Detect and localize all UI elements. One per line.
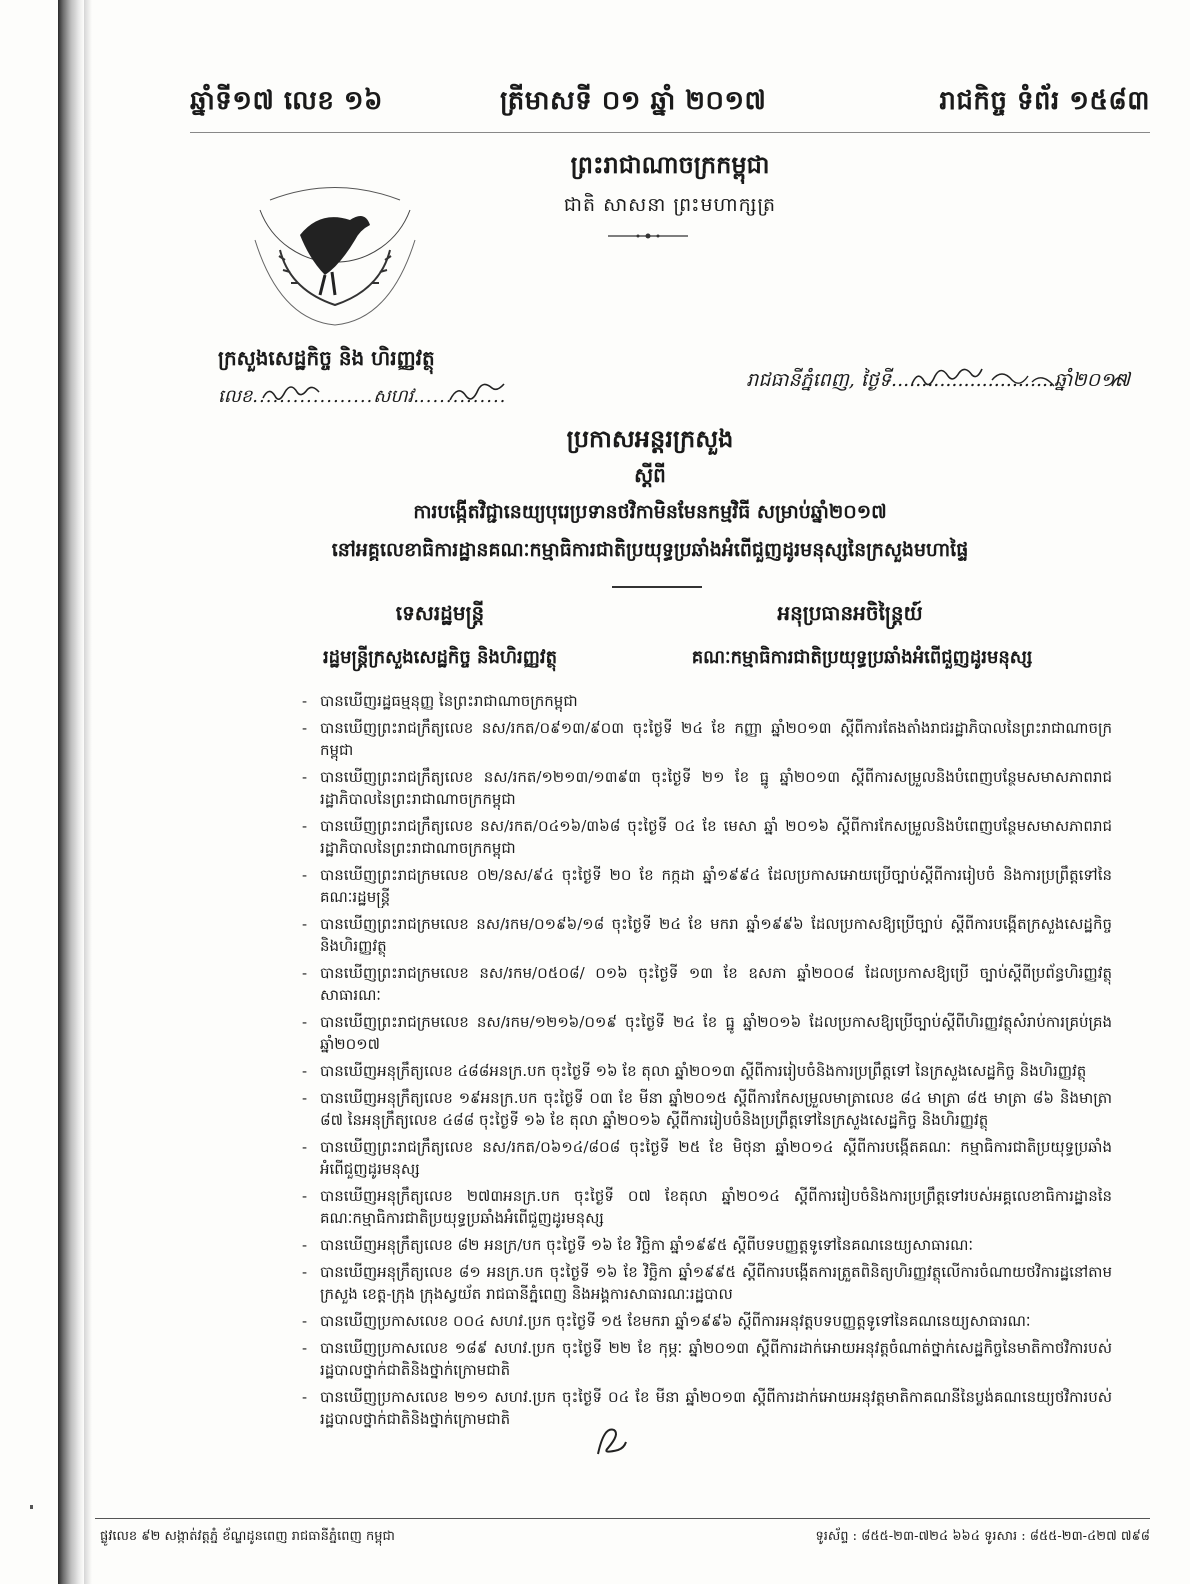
list-item: - បានឃើញព្រះរាជក្រឹត្យលេខ នស/រកត/០៤១៦/៣៦៨ ចុះថ្ងៃទី ០៤ ខែ មេសា ឆ្នាំ ២០១៦ ស្តីពីការកែសម្រួលនិងបំពេញបន្ថែមសមាសភាពរាជរដ្ឋាភិបាលនៃព្រះរាជាណាចក្រកម្ពុជា xyxy=(302,817,1112,857)
scan-speck xyxy=(30,1505,33,1509)
footer-address: ផ្លូវលេខ ៩២ សង្កាត់វត្តភ្នំ ខ័ណ្ឌដូនពេញ រាជធានីភ្នំពេញ កម្ពុជា xyxy=(100,1529,395,1544)
list-item: - បានឃើញប្រកាសលេខ ០០៤ សហវ.ប្រក ចុះថ្ងៃទី ១៥ ខែមករា ឆ្នាំ១៩៩៦ ស្តីពីការអនុវត្តបទបញ្ញត្តទូទៅនៃគណនេយ្យសាធារណៈ xyxy=(302,1312,1031,1330)
list-item: - បានឃើញព្រះរាជក្រឹត្យលេខ នស/រកត/០៩១៣/៩០៣ ចុះថ្ងៃទី ២៤ ខែ កញ្ញា ឆ្នាំ២០១៣ ស្តីពីការតែងតាំងរាជរដ្ឋាភិបាលនៃព្រះរាជាណាចក្រកម្ពុជា xyxy=(302,719,1112,759)
reference-number: លេខ..................សហវ.............. xyxy=(218,386,507,407)
signatory-left-title: ទេសរដ្ឋមន្ត្រី xyxy=(395,601,485,625)
gazette-header xyxy=(190,84,1150,124)
signatory-left-subtitle: រដ្ឋមន្ត្រីក្រសួងសេដ្ឋកិច្ច និងហិរញ្ញវត្ថុ xyxy=(322,647,558,668)
kingdom-motto xyxy=(520,150,820,221)
header-rule xyxy=(190,132,1150,133)
ornament-divider-icon xyxy=(608,232,688,240)
list-item: - បានឃើញប្រកាសលេខ ២១១ សហវ.ប្រក ចុះថ្ងៃទី ០៤ ខែ មីនា ឆ្នាំ២០១៣ ស្តីពីការដាក់អោយអនុវត្តមាតិកាគណនីនៃប្លង់គណនេយ្យថវិការបស់រដ្ឋបាលថ្នាក់ជាតិនិងថ្នាក់ក្រោមជាតិ xyxy=(302,1388,1112,1428)
legal-references-list xyxy=(300,690,1112,1435)
list-item: - បានឃើញព្រះរាជក្រមលេខ នស/រកម/១២១៦/០១៩ ចុះថ្ងៃទី ២៤ ខែ ធ្នូ ឆ្នាំ២០១៦ ដែលប្រកាសឱ្យប្រើច្បាប់ស្តីពីហិរញ្ញវត្ថុសំរាប់ការគ្រប់គ្រងឆ្នាំ២០១៧ xyxy=(302,1013,1112,1053)
reference-prefix: លេខ xyxy=(218,386,253,407)
header-issue: ឆ្នាំទី១៧ លេខ ១៦ xyxy=(190,86,383,116)
nation-motto: ជាតិ សាសនា ព្រះមហាក្សត្រ xyxy=(563,194,777,216)
title-regarding: ស្តីពី xyxy=(634,463,666,487)
date-year: ឆ្នាំ២០១៧ xyxy=(1054,369,1130,391)
list-item: - បានឃើញព្រះរាជក្រឹត្យលេខ នស/រកត/០៦១៤/៨០៨ ចុះថ្ងៃទី ២៥ ខែ មិថុនា ឆ្នាំ២០១៤ ស្តីពីការបង្កើតគណៈ កម្មាធិការជាតិប្រយុទ្ធប្រឆាំងអំពើជួញដូរមនុស្ស xyxy=(302,1138,1112,1178)
document-type-title: ប្រកាសអន្តរក្រសួង xyxy=(566,424,734,453)
footer-rule xyxy=(95,1518,1150,1519)
scan-edge-shadow xyxy=(58,0,84,1584)
signatory-right-title: អនុប្រធានអចិន្ត្រៃយ៍ xyxy=(777,601,923,625)
handwritten-date-icon xyxy=(882,362,1132,394)
list-item: - បានឃើញអនុក្រឹត្យលេខ ២៧៣អនក្រ.បក ចុះថ្ងៃទី ០៧ ខែតុលា ឆ្នាំ២០១៤ ស្តីពីការរៀបចំនិងការប្រព្រឹត្តទៅរបស់អគ្គលេខាធិការដ្ឋាននៃគណៈកម្មាធិការជាតិប្រយុទ្ធប្រឆាំងអំពើជួញដូរមនុស្ស xyxy=(302,1187,1112,1227)
date-place: រាជធានីភ្នំពេញ, ថ្ងៃទី xyxy=(746,369,892,391)
list-item: - បានឃើញប្រកាសលេខ ១៨៩ សហវ.ប្រក ចុះថ្ងៃទី ២២ ខែ កុម្ភៈ ឆ្នាំ២០១៣ ស្តីពីការដាក់អោយអនុវត្តចំណាត់ថ្នាក់សេដ្ឋកិច្ចនៃមាតិកាថវិការបស់រដ្ឋបាលថ្នាក់ជាតិនិងថ្នាក់ក្រោមជាតិ xyxy=(302,1339,1112,1379)
list-item: - បានឃើញព្រះរាជក្រមលេខ នស/រកម/០៥០៨/ ០១៦ ចុះថ្ងៃទី ១៣ ខែ ឧសភា ឆ្នាំ២០០៨ ដែលប្រកាសឱ្យប្រើ ច្បាប់ស្តីពីប្រព័ន្ធហិរញ្ញវត្ថុសាធារណៈ xyxy=(302,964,1112,1004)
list-item: - បានឃើញអនុក្រឹត្យលេខ ៨២ អនក្រ/បក ចុះថ្ងៃទី ១៦ ខែ វិច្ឆិកា ឆ្នាំ១៩៩៥ ស្តីពីបទបញ្ញត្តទូទៅនៃគណនេយ្យសាធារណៈ xyxy=(302,1236,974,1254)
title-subject-line-1: ការបង្កើតវិជ្ជានេយ្យបុរេប្រទានថវិកាមិនមែនកម្មវិធី សម្រាប់ឆ្នាំ២០១៧ xyxy=(413,501,887,523)
list-item: - បានឃើញព្រះរាជក្រមលេខ នស/រកម/០១៩៦/១៨ ចុះថ្ងៃទី ២៤ ខែ មករា ឆ្នាំ១៩៩៦ ដែលប្រកាសឱ្យប្រើច្បាប់ ស្តីពីការបង្កើតក្រសួងសេដ្ឋកិច្ច និងហិរញ្ញវត្ថុ xyxy=(302,915,1112,955)
list-item: - បានឃើញអនុក្រឹត្យលេខ ១៩អនក្រ.បក ចុះថ្ងៃទី ០៣ ខែ មីនា ឆ្នាំ២០១៥ ស្តីពីការកែសម្រួលមាត្រាលេខ ៨៤ មាត្រា ៨៥ មាត្រា ៨៦ និងមាត្រា ៨៧ នៃអនុក្រឹត្យលេខ ៤៨៨ ចុះថ្ងៃទី ១៦ ខែ តុលា ឆ្នាំ២០១៦ ស្តីពីការរៀបចំនិងប្រព្រឹត្តទៅនៃក្រសួងសេដ្ឋកិច្ច និងហិរញ្ញវត្ថុ xyxy=(302,1089,1112,1129)
signatory-right-subtitle: គណៈកម្មាធិការជាតិប្រយុទ្ធប្រឆាំងអំពើជួញដូរមនុស្ស xyxy=(691,647,1033,668)
date-line: រាជធានីភ្នំពេញ, ថ្ងៃទី...........................ឆ្នាំ២០១៧ xyxy=(746,369,1130,391)
handwritten-reference-icon xyxy=(255,378,515,408)
title-subject-line-2: នៅអគ្គលេខាធិការដ្ឋានគណៈកម្មាធិការជាតិប្រយុទ្ធប្រឆាំងអំពើជួញដូរមនុស្សនៃក្រសួងមហាផ្ទៃ xyxy=(331,539,969,561)
list-item: - បានឃើញអនុក្រឹត្យលេខ ៨១ អនក្រ.បក ចុះថ្ងៃទី ១៦ ខែ វិច្ឆិកា ឆ្នាំ១៩៩៥ ស្តីពីការបង្កើតការត្រួតពិនិត្យហិរញ្ញវត្ថុលើការចំណាយថវិការដ្ឋនៅតាមក្រសួង ខេត្ត-ក្រុង ក្រុងស្វយ័ត រាជធានីភ្នំពេញ និងអង្គការសាធារណៈរដ្ឋបាល xyxy=(302,1263,1112,1303)
list-item: - បានឃើញព្រះរាជក្រមលេខ ០២/នស/៩៤ ចុះថ្ងៃទី ២០ ខែ កក្កដា ឆ្នាំ១៩៩៤ ដែលប្រកាសអោយប្រើច្បាប់ស្តីពីការរៀបចំ និងការប្រព្រឹត្តទៅនៃគណៈរដ្ឋមន្ត្រី xyxy=(302,866,1112,906)
signature-icon xyxy=(590,1420,630,1460)
header-page-number: រាជកិច្ច ទំព័រ ១៥៨៣ xyxy=(939,86,1150,116)
kingdom-name: ព្រះរាជាណាចក្រកម្ពុជា xyxy=(570,150,770,179)
header-quarter: ត្រីមាសទី ០១ ឆ្នាំ ២០១៧ xyxy=(500,86,767,116)
footer-contact: ទូរស័ព្ទ : ៨៥៥-២៣-៧២៤ ៦៦៤ ទូរសារ : ៨៥៥-២៣-៤២៧ ៧៩៨ xyxy=(815,1529,1150,1544)
list-item: - បានឃើញព្រះរាជក្រឹត្យលេខ នស/រកត/១២១៣/១៣៩៣ ចុះថ្ងៃទី ២១ ខែ ធ្នូ ឆ្នាំ២០១៣ ស្តីពីការសម្រួលនិងបំពេញបន្ថែមសមាសភាពរាជរដ្ឋាភិបាលនៃព្រះរាជាណាចក្រកម្ពុជា xyxy=(302,768,1112,808)
list-item: - បានឃើញរដ្ឋធម្មនុញ្ញ នៃព្រះរាជាណាចក្រកម្ពុជា xyxy=(302,692,578,710)
scan-edge-fade xyxy=(84,0,92,1584)
title-rule xyxy=(612,586,702,588)
ministry-name: ក្រសួងសេដ្ឋកិច្ច និង ហិរញ្ញវត្ថុ xyxy=(218,346,435,370)
reference-middle: សហវ. xyxy=(373,386,419,407)
list-item: - បានឃើញអនុក្រឹត្យលេខ ៤៨៨អនក្រ.បក ចុះថ្ងៃទី ១៦ ខែ តុលា ឆ្នាំ២០១៣ ស្តីពីការរៀបចំនិងការប្រព្រឹត្តទៅ នៃក្រសួងសេដ្ឋកិច្ច និងហិរញ្ញវត្ថុ xyxy=(302,1062,1087,1080)
ministry-seal-icon xyxy=(240,180,430,330)
